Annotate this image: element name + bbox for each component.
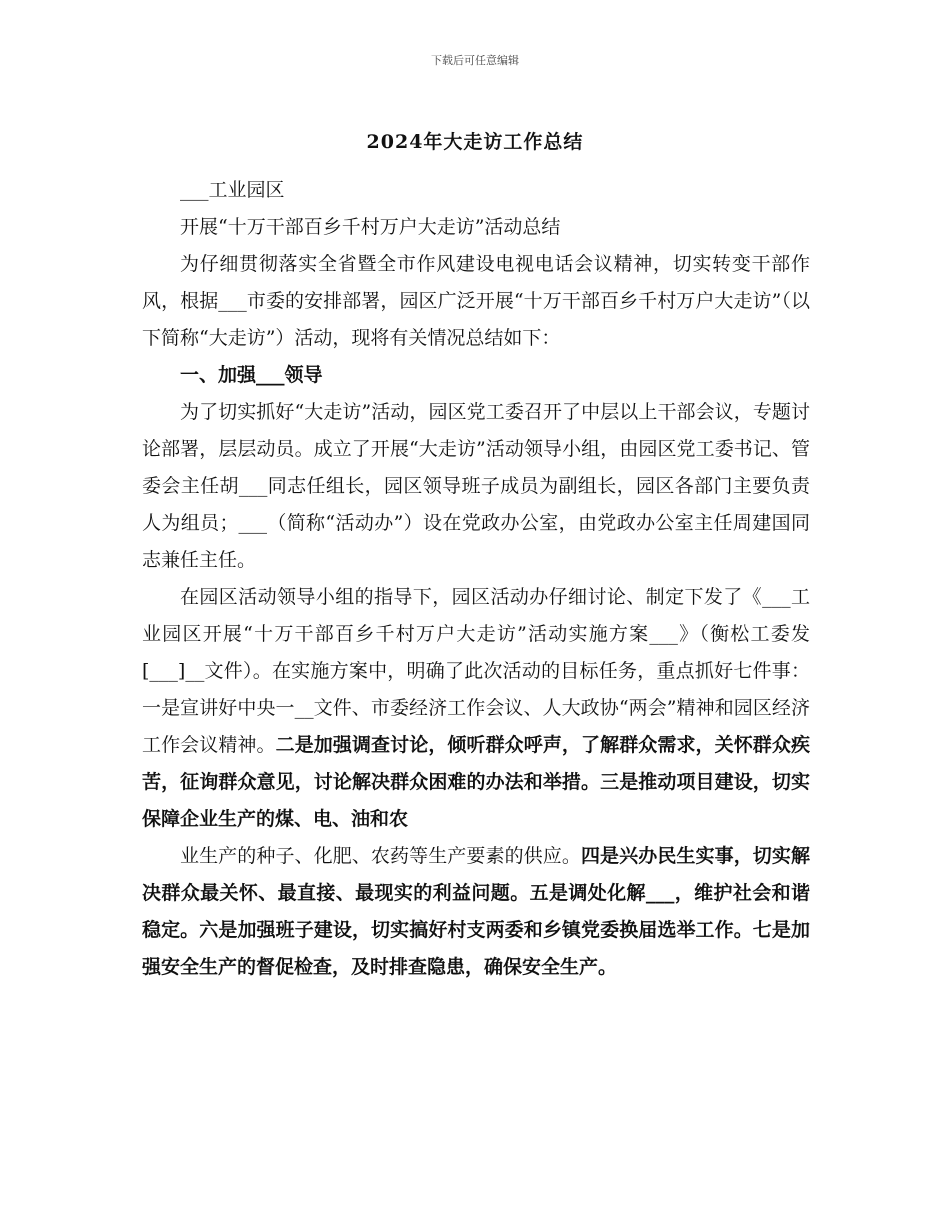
paragraph-implementation-text: 在园区活动领导小组的指导下，园区活动办仔细讨论、制定下发了《___工业园区开展“十万干部百乡千村万户大走访”活动实施方案___》（衡松工委发[___]__文件）。在实施方案中，明确了此次活动的目标任务，重点抓好七件事：一是宣讲好中央一__文件、市委经济工作会议、人大政协“两会”精神和园区经济工作会议精神。 xyxy=(142,586,810,756)
intro-paragraph: 为仔细贯彻落实全省暨全市作风建设电视电话会议精神，切实转变干部作风，根据___市委的安排部署，园区广泛开展“十万干部百乡千村万户大走访”（以下简称“大走访”）活动，现将有关情况总结如下： xyxy=(142,253,810,349)
document-body xyxy=(142,172,810,986)
paragraph-supply-text: 业生产的种子、化肥、农药等生产要素的供应。 xyxy=(180,845,581,867)
document-title: 2024年大走访工作总结 xyxy=(366,131,584,153)
paragraph-leadership: 为了切实抓好“大走访”活动，园区党工委召开了中层以上干部会议，专题讨论部署，层层动员。成立了开展“大走访”活动领导小组，由园区党工委书记、管委会主任胡___同志任组长，园区领导班子成员为副组长，园区各部门主要负责人为组员；___（简称“活动办”）设在党政办公室，由党政办公室主任周建国同志兼任主任。 xyxy=(142,401,810,571)
section-heading-1: 一、加强___领导 xyxy=(180,364,323,386)
paragraph-supply xyxy=(142,838,810,986)
paragraph-supply-bold: 四是兴办民生实事，切实解决群众最关怀、最直接、最现实的利益问题。五是调处化解___，维护社会和谐稳定。六是加强班子建设，切实搞好村支两委和乡镇党委换届选举工作。七是加强安全生产的督促检查，及时排查隐患，确保安全生产。 xyxy=(142,845,810,978)
paragraph-implementation-bold: 二是加强调查讨论，倾听群众呼声，了解群众需求，关怀群众疾苦，征询群众意见，讨论解决群众困难的办法和举措。三是推动项目建设，切实保障企业生产的煤、电、油和农 xyxy=(142,734,810,830)
paragraph-implementation xyxy=(142,579,810,838)
subtitle-line: 开展“十万干部百乡千村万户大走访”活动总结 xyxy=(180,216,561,238)
page-header-note: 下载后可任意编辑 xyxy=(431,54,519,67)
org-line: ___工业园区 xyxy=(180,179,285,201)
